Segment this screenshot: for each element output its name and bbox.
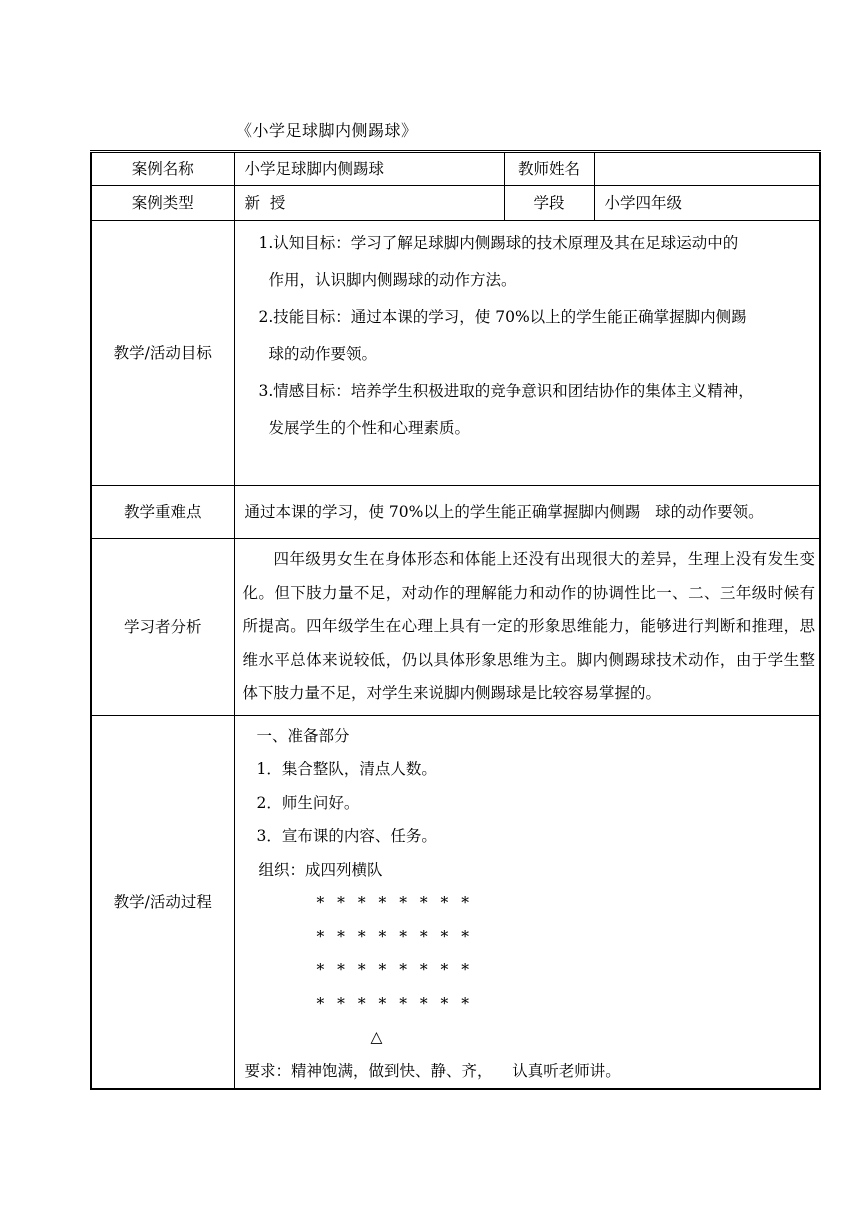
- document-title: 《小学足球脚内侧踢球》: [236, 121, 418, 140]
- stage-label: 学段: [504, 186, 594, 221]
- process-requirement: 要求：精神饱满，做到快、静、齐， 认真听老师讲。: [244, 1061, 621, 1080]
- goal-line: 作用，认识脚内侧踢球的动作方法。: [268, 271, 517, 289]
- key-points-value: 通过本课的学习，使 70%以上的学生能正确掌握脚内侧踢 球的动作要领。: [234, 486, 820, 539]
- process-step: 3．宣布课的内容、任务。: [256, 827, 437, 845]
- goal-line: 发展学生的个性和心理素质。: [268, 419, 471, 437]
- formation-row: * * * * * * * *: [316, 961, 473, 979]
- process-label: 教学/活动过程: [91, 715, 234, 1089]
- row-learner-analysis: [91, 539, 820, 716]
- learner-analysis-label: 学习者分析: [91, 539, 234, 716]
- formation-note: 组织：成四列横队: [258, 860, 383, 879]
- process-step: 2．师生问好。: [256, 793, 360, 812]
- row-goals: [91, 221, 820, 486]
- row-case-name: [91, 152, 820, 186]
- goal-line: 球的动作要领。: [268, 345, 378, 363]
- process-section-title: 一、准备部分: [256, 726, 350, 745]
- formation-row: * * * * * * * *: [316, 927, 473, 946]
- row-case-type: [91, 186, 820, 221]
- learner-analysis-value: 四年级男女生在身体形态和体能上还没有出现很大的差异，生理上没有发生变化。但下肢力量不足，对动作的理解能力和动作的协调性比一、二、三年级时候有所提高。四年级学生在心理上具有一定的形象思维能力，能够进行判断和推理，思维水平总体来说较低，仍以具体形象思维为主。脚内侧踢球技术动作，由于学生整体下肢力量不足，对学生来说脚内侧踢球是比较容易掌握的。: [234, 539, 820, 716]
- goal-line: 3.情感目标：培养学生积极进取的竞争意识和团结协作的集体主义精神，: [258, 382, 754, 400]
- row-process: [91, 715, 820, 1089]
- teacher-label: 教师姓名: [504, 152, 594, 186]
- stage-value: 小学四年级: [594, 186, 820, 221]
- goals-label: 教学/活动目标: [91, 221, 234, 486]
- case-type-value: 新 授: [234, 186, 504, 221]
- goals-content: [234, 221, 820, 486]
- process-step: 1．集合整队，清点人数。: [256, 760, 437, 778]
- goal-line: 2.技能目标：通过本课的学习，使 70%以上的学生能正确掌握脚内侧踢: [258, 308, 747, 326]
- key-points-label: 教学重难点: [91, 486, 234, 539]
- formation-row: * * * * * * * *: [316, 894, 473, 912]
- case-type-label: 案例类型: [91, 186, 234, 221]
- case-name-value: 小学足球脚内侧踢球: [234, 152, 504, 186]
- goal-line: 1.认知目标：学习了解足球脚内侧踢球的技术原理及其在足球运动中的: [258, 234, 739, 252]
- process-content: [234, 715, 820, 1089]
- row-key-points: [91, 486, 820, 539]
- formation-row: * * * * * * * *: [316, 994, 473, 1013]
- teacher-value: [594, 152, 820, 186]
- teacher-position-mark: △: [370, 1028, 383, 1046]
- lesson-case-table: [90, 150, 821, 1090]
- case-name-label: 案例名称: [91, 152, 234, 186]
